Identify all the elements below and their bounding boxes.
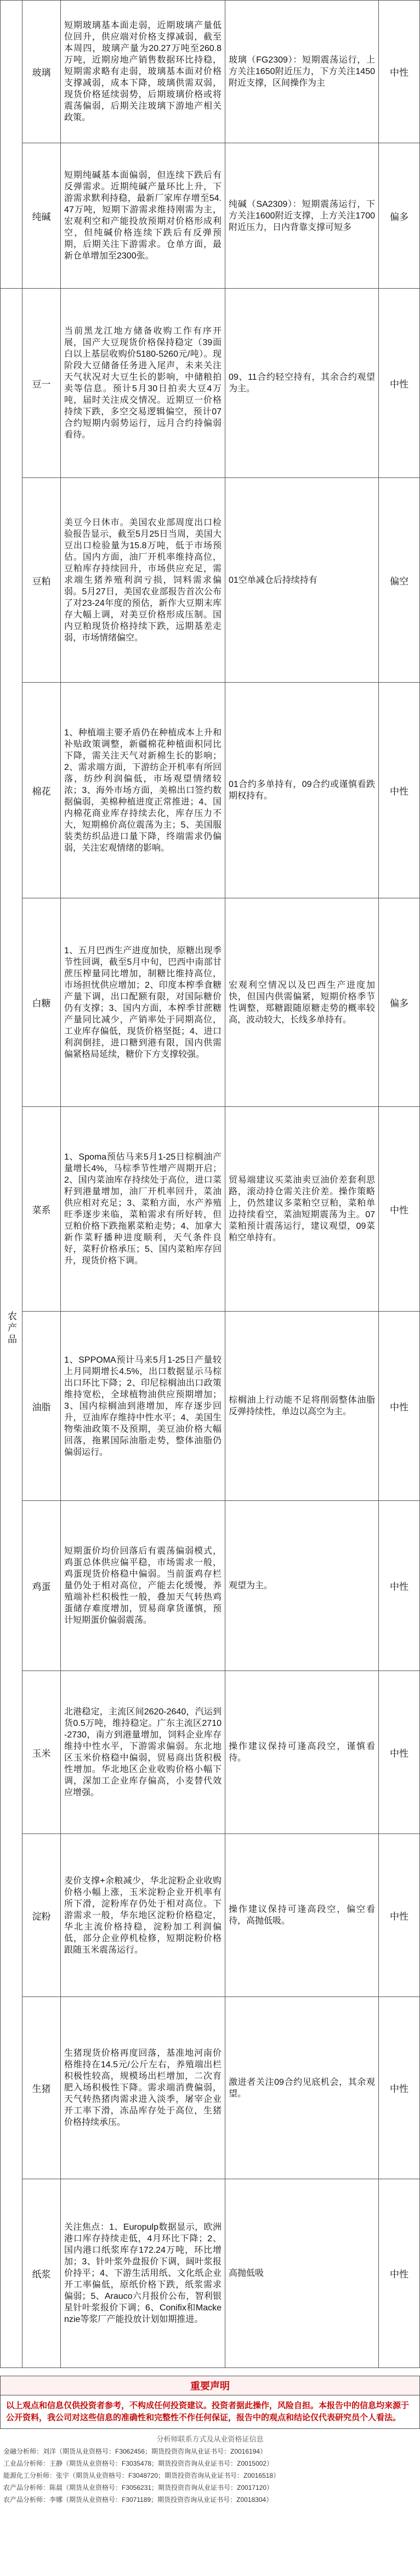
sector-cell-top bbox=[1, 1, 22, 289]
disclaimer-section bbox=[0, 2376, 420, 2506]
market-direction: 中性 bbox=[379, 683, 420, 898]
market-direction: 中性 bbox=[379, 1997, 420, 2179]
row-starch bbox=[22, 1834, 420, 1997]
trading-strategy bbox=[225, 1834, 379, 1996]
fundamental-text: 短期纯碱基本面偏弱，但连续下跌后有反弹需求。近期纯碱产量环比上升，下游需求默利持稳，最新厂家库存增至54.47万吨，短期下游需求维持刚需为主，宏观利空和产能投放预期对价格形成利空，但纯碱价格连续下跌后有反弹预期，后期关注下游需求。仓单方面，最新仓单增加至2300张。 bbox=[64, 171, 222, 261]
market-direction: 偏空 bbox=[379, 478, 420, 682]
disclaimer-text: 以上观点和信息仅供投资者参考，不构成任何投资建议。投资者据此操作，风险自担。本报告中的信息均来源于公开资料，我公司对这些信息的准确性和完整性不作任何保证，报告中的观点和结论仅代表研究员个人看法。 bbox=[0, 2395, 420, 2429]
sector-cell-agriculture bbox=[1, 289, 22, 2368]
fundamental-text: 北港稳定，主流区间2620-2640，汽运到货0.5万吨，维持稳定。广东主流区2710-2730，南方到港量增加，饲料企业库存维持中性水平，下游需求偏弱。东北地区玉米价格稳中偏弱，贸易商出货积极性增加。华北地区企业收购价格小幅下调，深加工企业库存偏高，小麦替代效应增强。 bbox=[64, 1707, 222, 1797]
strategy-text: 09、11合约轻空持有，其余合约观望为主。 bbox=[229, 373, 375, 393]
fundamental-text: 短期蛋价均价回落后有震荡偏弱模式，鸡蛋总体供应偏平稳，市场需求一般，鸡蛋现货价格稳中偏弱。当前蛋鸡存栏量仍处于相对高位，产能去化缓慢，养殖端补栏积极性一般，叠加天气转热鸡蛋储存难度增加，贸易商拿货谨慎，预计短期蛋价偏弱震荡。 bbox=[64, 1546, 222, 1625]
contact-line: 金融分析师：刘洋（期货从业资格号：F3062456；期货投资咨询从业证书号：Z0016194） bbox=[3, 2448, 267, 2455]
commodity-name: 纸浆 bbox=[22, 2179, 61, 2367]
trading-strategy bbox=[225, 2179, 379, 2367]
trading-strategy bbox=[225, 683, 379, 898]
row-rapeseed bbox=[22, 1107, 420, 1312]
trading-strategy bbox=[225, 1, 379, 143]
commodity-name: 棉花 bbox=[22, 683, 61, 898]
fundamental-text: 1、种植端主要矛盾仍在种植成本上升和补贴政策调整，新疆棉花种植面积同比下降，需关注天气对新棉生长的影响；2、需求端方面，下游纺企开机率有所回落，纺纱利润偏低，市场观望情绪较浓；3、海外市场方面，美棉出口签约数据偏弱，美棉种植进度正常推进；4、国内棉花商业库存持续去化，库存压力不大，短期棉价高位震荡为主；5、美国服装类纺织品进口量下降，终端需求仍偏弱，关注宏观情绪的影响。 bbox=[64, 728, 222, 853]
contact-line: 能源化工分析师：张宇（期货从业资格号：F3048720；期货投资咨询从业证书号：Z0016518） bbox=[3, 2472, 280, 2479]
row-eggs bbox=[22, 1501, 420, 1671]
fundamental-text: 关注焦点：1、Europulp数据显示，欧洲港口库存持续走低，4月环比下降；2、国内港口纸浆库存172.24万吨，环比增加；3、针叶浆外盘报价下调，阔叶浆报价持平；4、下游生活用纸、文化纸企业开工率偏低，原纸价格下跌，纸浆需求偏弱；5、Arauco六月报价公布，智利银星针叶浆报价下调；6、Conifix和Mackenzie等浆厂产能投放计划如期推进。 bbox=[64, 2223, 222, 2324]
trading-strategy bbox=[225, 1671, 379, 1833]
row-soda-ash bbox=[22, 143, 420, 289]
row-sugar bbox=[22, 898, 420, 1107]
fundamental-text: 美豆今日休市。美国农业部周度出口检验报告显示，截至5月25日当周，美国大豆出口检验量为15.8万吨，低于市场预估。国内方面，油厂开机率维持高位，豆粕库存持续回升，市场供应充足，需求端生猪养殖利润亏损，饲料需求偏弱。5月27日，美国农业部报告首次公布了对23-24年度的预估，新作大豆期末库存大幅上调，对美豆价格形成压制。国内豆粕现货价格持续下跌，远期基差走弱，市场情绪偏空。 bbox=[64, 518, 222, 643]
trading-strategy bbox=[225, 289, 379, 477]
market-direction: 中性 bbox=[379, 1834, 420, 1996]
strategy-text: 观望为主。 bbox=[229, 1581, 273, 1590]
strategy-text: 激进者关注09合约见底机会，其余观望。 bbox=[229, 2077, 375, 2099]
fundamental-analysis bbox=[61, 478, 225, 682]
market-direction: 中性 bbox=[379, 1501, 420, 1671]
fundamental-analysis bbox=[61, 1997, 225, 2179]
trading-strategy bbox=[225, 1107, 379, 1311]
commodity-name: 玉米 bbox=[22, 1671, 61, 1833]
table-rows bbox=[22, 1, 420, 2368]
strategy-text: 01合约多单持有，09合约或谨慎看跌期权持有。 bbox=[229, 780, 375, 801]
strategy-text: 宏观利空情况以及巴西生产进度加快，但国内供需偏紧，短期价格季节性调整，郑糖跟随原糖走势的概率较高，波动较大，长线多单持有。 bbox=[229, 980, 375, 1025]
row-glass bbox=[22, 1, 420, 143]
fundamental-text: 1、Spoma预估马来5月1-25日棕榈油产量增长4%，马棕季节性增产周期开启；2、国内菜油库存持续处于高位，进口菜籽到港量增加，油厂开机率回升，菜油供应相对充足；3、菜粕方面，水产养殖旺季逐步来临，菜粕需求有所好转，但豆粕价格下跌拖累菜粕走势；4、加拿大新作菜籽播种进度顺利，天气条件良好，菜籽价格承压；5、国内菜粕库存回升，现货价格下调。 bbox=[64, 1152, 222, 1265]
row-corn bbox=[22, 1671, 420, 1834]
fundamental-analysis bbox=[61, 143, 225, 288]
trading-strategy bbox=[225, 898, 379, 1106]
fundamental-analysis bbox=[61, 898, 225, 1106]
fundamental-text: 当前黑龙江地方储备收购工作有序开展，国产大豆现货价格保持稳定（39面白以上基层收购价5180-5260元/吨）。现阶段大豆储备任务进入尾声，未来关注天气状况对大豆生长的影响，中储粮拍卖等信息。预计5月30日拍卖大豆4万吨，届时关注成交情况。近期豆一价格持续下跌，多空交易逻辑偏空，预计07合约短期内弱势运行，远月合约持偏弱看待。 bbox=[64, 327, 222, 440]
row-soybean-meal bbox=[22, 478, 420, 683]
trading-strategy bbox=[225, 478, 379, 682]
sector-label: 农产品 bbox=[6, 1311, 16, 1346]
row-cotton bbox=[22, 683, 420, 898]
market-direction: 偏多 bbox=[379, 143, 420, 288]
commodity-name: 纯碱 bbox=[22, 143, 61, 288]
market-direction: 中性 bbox=[379, 1312, 420, 1500]
strategy-text: 高抛低吸 bbox=[229, 2269, 264, 2278]
contact-line: 农产品分析师：陈晨（期货从业资格号：F3056231；期货投资咨询从业证书号：Z0017120） bbox=[3, 2484, 274, 2491]
fundamental-text: 生猪现货价格再度回落，基准地河南价格维持在14.5元/公斤左右，养殖端出栏积极性较高，规模场出栏增加，二次育肥入场积极性下降。需求端消费偏弱，天气转热猪肉需求进入淡季，屠宰企业开工率下滑，冻品库存处于高位，生猪价格持续承压。 bbox=[64, 2049, 222, 2127]
row-live-hogs bbox=[22, 1997, 420, 2179]
commodity-name: 油脂 bbox=[22, 1312, 61, 1500]
fundamental-analysis bbox=[61, 289, 225, 477]
trading-strategy bbox=[225, 1312, 379, 1500]
fundamental-analysis bbox=[61, 1312, 225, 1500]
trading-strategy bbox=[225, 1997, 379, 2179]
commodity-name: 豆一 bbox=[22, 289, 61, 477]
row-pulp bbox=[22, 2179, 420, 2368]
strategy-text: 01空单减仓后持续持有 bbox=[229, 575, 317, 585]
trading-strategy bbox=[225, 143, 379, 288]
contacts-title: 分析师联系方式及从业资格证信息 bbox=[156, 2435, 264, 2443]
commodity-name: 生猪 bbox=[22, 1997, 61, 2179]
commodity-name: 鸡蛋 bbox=[22, 1501, 61, 1671]
trading-strategy bbox=[225, 1501, 379, 1671]
commodity-name: 玻璃 bbox=[22, 1, 61, 143]
fundamental-text: 麦价支撑+余粮减少，华北淀粉企业收购价格小幅上涨，玉米淀粉企业开机率有所下滑，淀粉库存仍处于相对高位。下游需求一般，华东地区淀粉价格稳定，华北主流价格持稳，淀粉加工利润偏低，部分企业停机检修，短期淀粉价格跟随玉米震荡运行。 bbox=[64, 1876, 222, 1955]
market-direction: 中性 bbox=[379, 2179, 420, 2367]
strategy-text: 操作建议保持可逢高段空，偏空看待，高抛低吸。 bbox=[229, 1905, 375, 1926]
fundamental-text: 1、五月巴西生产进度加快，原糖出现季节性回调，截至5月中旬，巴西中南部甘蔗压榨量同比增加，制糖比维持高位，市场担忧供应增加；2、印度本榨季食糖产量下调，出口配额有限，对国际糖价仍有支撑；3、国内方面，本榨季甘蔗糖产量同比减少，产销率处于同期高位，工业库存偏低，现货价格坚挺；4、进口利润倒挂，进口糖到港有限，国内供需偏紧格局延续，糖价下方支撑较强。 bbox=[64, 946, 222, 1059]
fundamental-text: 短期玻璃基本面走弱，近期玻璃产量低位回升，供应端对价格支撑减弱，截至本周四，玻璃产量为20.27万吨至260.8万吨，近期房地产销售数据环比持稳，短期需求略有走弱，玻璃基本面对价格支撑减弱，成本下降，玻璃供需双弱，现货价格延续弱势，后期玻璃价格或将震荡偏弱，后期关注玻璃下游地产相关政策。 bbox=[64, 21, 222, 122]
commodity-name: 白糖 bbox=[22, 898, 61, 1106]
fundamental-analysis bbox=[61, 2179, 225, 2367]
strategy-text: 操作建议保持可逢高段空，谨慎看待。 bbox=[229, 1742, 375, 1763]
fundamental-analysis bbox=[61, 1501, 225, 1671]
fundamental-analysis bbox=[61, 1834, 225, 1996]
fundamental-analysis bbox=[61, 1, 225, 143]
market-direction: 偏多 bbox=[379, 898, 420, 1106]
disclaimer-title: 重要声明 bbox=[0, 2376, 420, 2395]
market-direction: 中性 bbox=[379, 1671, 420, 1833]
row-oils bbox=[22, 1312, 420, 1501]
strategy-text: 棕榈油上行动能不足将削弱整体油脂反弹持续性，单边以高空为主。 bbox=[229, 1396, 375, 1416]
commodity-name: 豆粕 bbox=[22, 478, 61, 682]
market-direction: 中性 bbox=[379, 1, 420, 143]
market-direction: 中性 bbox=[379, 1107, 420, 1311]
fundamental-analysis bbox=[61, 683, 225, 898]
contact-line: 农产品分析师：李娜（期货从业资格号：F3071189；期货投资咨询从业证书号：Z0018304） bbox=[3, 2496, 273, 2504]
commodity-name: 菜系 bbox=[22, 1107, 61, 1311]
commodity-name: 淀粉 bbox=[22, 1834, 61, 1996]
row-soybean-no1 bbox=[22, 289, 420, 478]
market-direction: 中性 bbox=[379, 289, 420, 477]
contact-line: 工业品分析师：王静（期货从业资格号：F3035478；期货投资咨询从业证书号：Z0015002） bbox=[3, 2460, 274, 2467]
strategy-text: 贸易端建议买菜油卖豆油价差套利思路，滚动持仓需关注价差。操作策略上，仍然建议多菜粕空豆粕，菜粕单边持续看空，菜油短期震荡为主。07菜粕预计震荡运行，建议观望，09菜粕空单持有。 bbox=[229, 1175, 375, 1242]
fundamental-analysis bbox=[61, 1671, 225, 1833]
fundamental-text: 1、SPPOMA预计马来5月1-25日产量较上月同期增长4.5%，出口数据显示马棕出口环比下降；2、印尼棕榈油出口政策维持宽松，全球植物油供应预期增加；3、国内棕榈油到港增加，库存逐步回升，豆油库存维持中性水平；4、美国生物柴油政策不及预期，美豆油价格大幅回落，拖累国际油脂走势，整体油脂仍偏弱运行。 bbox=[64, 1355, 222, 1457]
fundamental-analysis bbox=[61, 1107, 225, 1311]
strategy-text: 纯碱（SA2309）：短期震荡运行，下方关注1600附近支撑，上方关注1700附近压力，日内背靠支撑可短多 bbox=[229, 199, 375, 232]
strategy-text: 玻璃（FG2309）：短期震荡运行，上方关注1650附近压力，下方关注1450附近支撑，区间操作为主 bbox=[229, 55, 375, 88]
